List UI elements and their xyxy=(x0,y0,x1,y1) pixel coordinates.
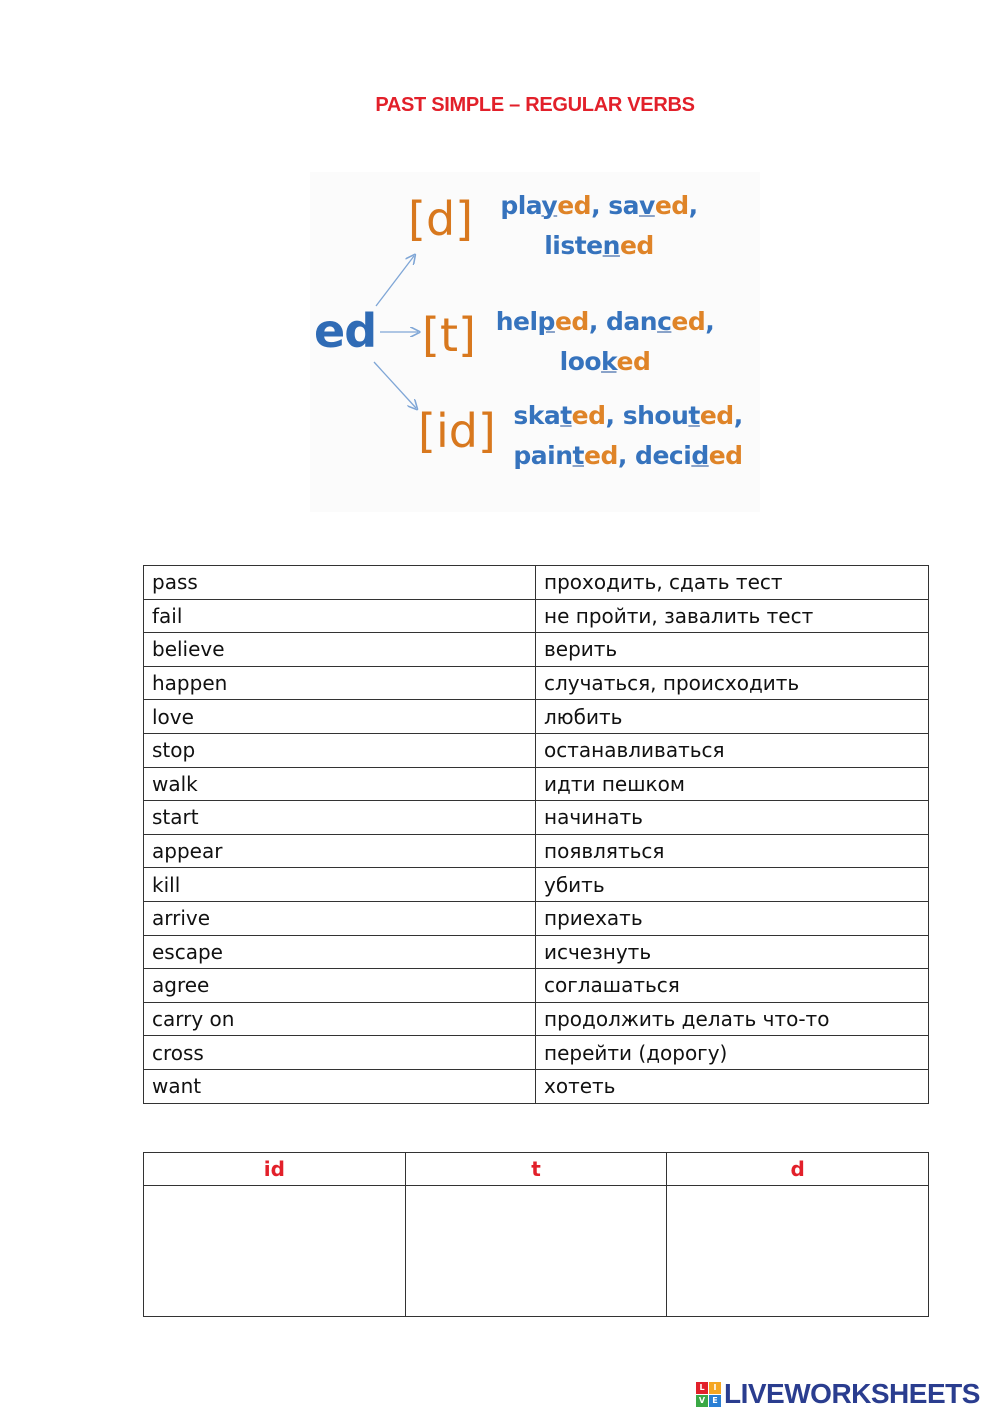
examples-d xyxy=(488,186,710,266)
russian-translation: начинать xyxy=(536,801,929,835)
russian-translation: не пройти, завалить тест xyxy=(536,599,929,633)
examples-d-line1: played, saved, xyxy=(500,191,698,220)
table-row xyxy=(144,969,929,1003)
table-row xyxy=(144,733,929,767)
drop-zone-t[interactable] xyxy=(405,1186,667,1317)
russian-translation: проходить, сдать тест xyxy=(536,566,929,600)
english-word: want xyxy=(144,1069,536,1103)
table-row xyxy=(144,1069,929,1103)
russian-translation: исчезнуть xyxy=(536,935,929,969)
table-row xyxy=(144,901,929,935)
column-header-d: d xyxy=(667,1153,929,1186)
examples-t-line2: looked xyxy=(559,347,651,376)
sound-t: [t] xyxy=(422,308,476,362)
sound-d: [d] xyxy=(408,192,474,246)
english-word: happen xyxy=(144,666,536,700)
russian-translation: любить xyxy=(536,700,929,734)
english-word: pass xyxy=(144,566,536,600)
english-word: love xyxy=(144,700,536,734)
liveworksheets-logo[interactable] xyxy=(696,1378,996,1410)
brand-logo-icon xyxy=(696,1382,721,1407)
arrow-to-id xyxy=(374,362,416,408)
russian-translation: перейти (дорогу) xyxy=(536,1036,929,1070)
english-word: cross xyxy=(144,1036,536,1070)
page-title: PAST SIMPLE – REGULAR VERBS xyxy=(375,94,695,116)
logo-letter: V xyxy=(696,1395,708,1407)
russian-translation: появляться xyxy=(536,834,929,868)
russian-translation: убить xyxy=(536,868,929,902)
english-word: arrive xyxy=(144,901,536,935)
english-word: carry on xyxy=(144,1002,536,1036)
english-word: fail xyxy=(144,599,536,633)
table-row xyxy=(144,666,929,700)
drop-zone-id[interactable] xyxy=(144,1186,406,1317)
ed-ending: ed xyxy=(314,304,377,358)
table-row xyxy=(144,599,929,633)
sound-id: [id] xyxy=(418,404,496,458)
table-row xyxy=(144,566,929,600)
table-row xyxy=(144,868,929,902)
ed-pronunciation-diagram xyxy=(310,172,760,512)
examples-t xyxy=(490,302,720,382)
english-word: start xyxy=(144,801,536,835)
english-word: appear xyxy=(144,834,536,868)
logo-letter: L xyxy=(696,1382,708,1394)
examples-d-line2: listened xyxy=(544,231,654,260)
russian-translation: приехать xyxy=(536,901,929,935)
table-row xyxy=(144,935,929,969)
english-word: stop xyxy=(144,733,536,767)
logo-letter: I xyxy=(709,1382,721,1394)
table-row xyxy=(144,633,929,667)
english-word: escape xyxy=(144,935,536,969)
table-row xyxy=(144,700,929,734)
english-word: believe xyxy=(144,633,536,667)
russian-translation: идти пешком xyxy=(536,767,929,801)
russian-translation: останавливаться xyxy=(536,733,929,767)
russian-translation: продолжить делать что-то xyxy=(536,1002,929,1036)
english-word: kill xyxy=(144,868,536,902)
english-word: walk xyxy=(144,767,536,801)
drop-zone-d[interactable] xyxy=(667,1186,929,1317)
examples-id-line1: skated, shouted, xyxy=(513,401,743,430)
english-word: agree xyxy=(144,969,536,1003)
russian-translation: верить xyxy=(536,633,929,667)
examples-t-line1: helped, danced, xyxy=(495,307,715,336)
table-row xyxy=(144,1002,929,1036)
table-row xyxy=(144,1036,929,1070)
table-row xyxy=(144,767,929,801)
table-row xyxy=(144,801,929,835)
sorting-table xyxy=(143,1152,929,1317)
column-header-id: id xyxy=(144,1153,406,1186)
column-header-t: t xyxy=(405,1153,667,1186)
table-row xyxy=(144,834,929,868)
logo-letter: E xyxy=(709,1395,721,1407)
russian-translation: соглашаться xyxy=(536,969,929,1003)
russian-translation: случаться, происходить xyxy=(536,666,929,700)
arrow-to-d xyxy=(376,256,414,306)
russian-translation: хотеть xyxy=(536,1069,929,1103)
vocabulary-table xyxy=(143,565,929,1104)
examples-id-line2: painted, decided xyxy=(513,441,743,470)
brand-name: LIVEWORKSHEETS xyxy=(724,1378,980,1409)
examples-id xyxy=(506,396,750,476)
